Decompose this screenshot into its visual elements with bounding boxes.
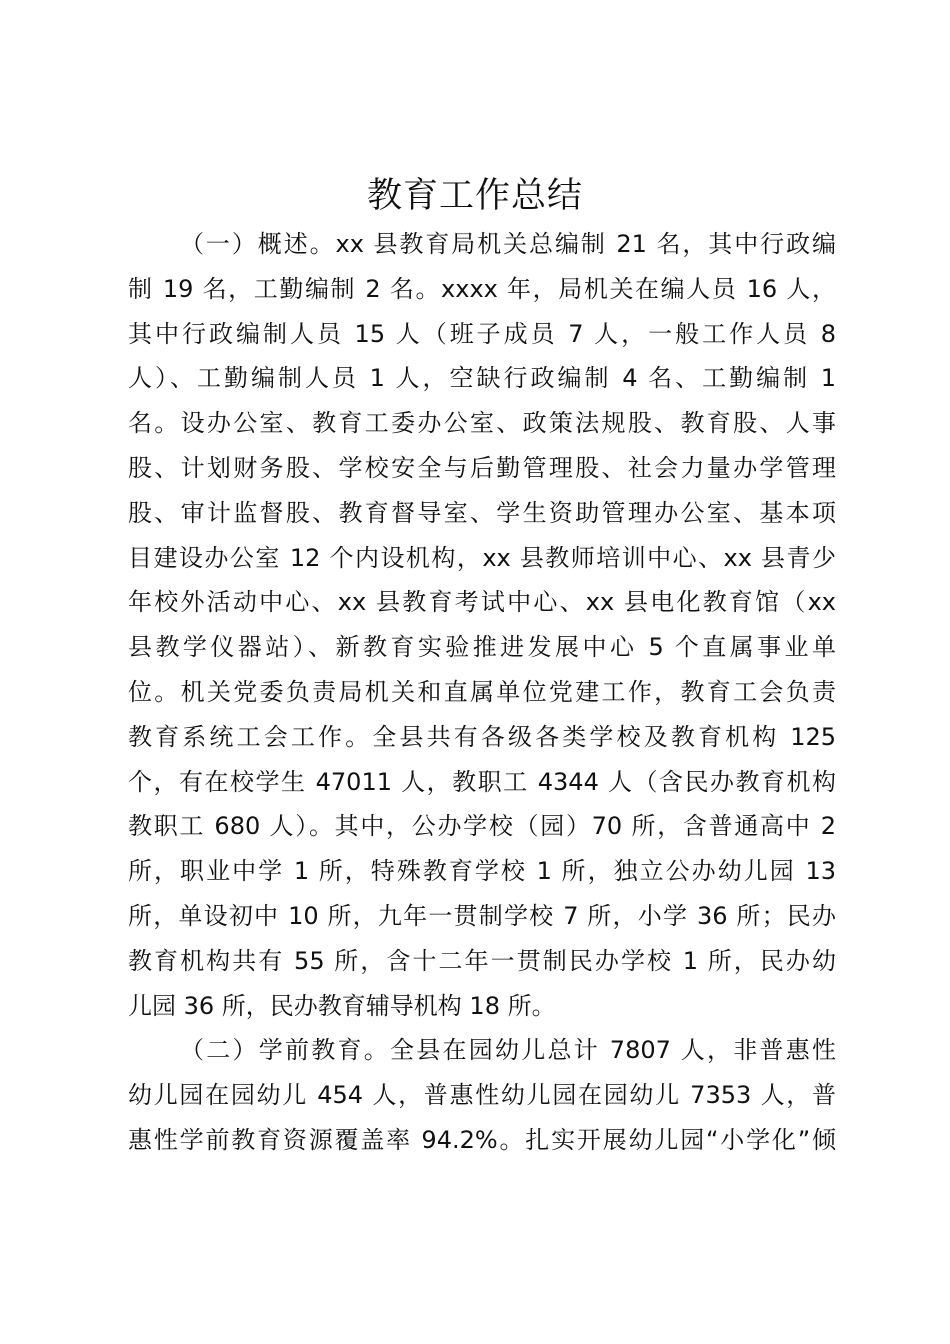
text-line: 县教学仪器站）、新教育实验推进发展中心 5 个直属事业单 bbox=[128, 633, 836, 662]
text-line: 所，职业中学 1 所，特殊教育学校 1 所，独立公办幼儿园 13 bbox=[128, 857, 836, 886]
paragraph-overview bbox=[128, 222, 836, 1028]
text-line: 个，有在校学生 47011 人，教职工 4344 人（含民办教育机构 bbox=[128, 767, 836, 796]
text-line: 幼儿园在园幼儿 454 人，普惠性幼儿园在园幼儿 7353 人，普 bbox=[128, 1081, 836, 1110]
text-line: 目建设办公室 12 个内设机构，xx 县教师培训中心、xx 县青少 bbox=[128, 543, 836, 572]
text-line: 教育机构共有 55 所，含十二年一贯制民办学校 1 所，民办幼 bbox=[128, 946, 836, 975]
text-line: 制 19 名，工勤编制 2 名。xxxx 年，局机关在编人员 16 人， bbox=[128, 274, 836, 303]
text-line: 股、审计监督股、教育督导室、学生资助管理办公室、基本项 bbox=[128, 498, 836, 527]
document-body bbox=[128, 222, 836, 1163]
text-line: 人）、工勤编制人员 1 人，空缺行政编制 4 名、工勤编制 1 bbox=[128, 364, 836, 393]
text-line: 名。设办公室、教育工委办公室、政策法规股、教育股、人事 bbox=[128, 409, 836, 438]
text-line: （二）学前教育。全县在园幼儿总计 7807 人，非普惠性 bbox=[180, 1036, 836, 1065]
text-line: （一）概述。xx 县教育局机关总编制 21 名，其中行政编 bbox=[180, 230, 836, 258]
text-line: 所，单设初中 10 所，九年一贯制学校 7 所，小学 36 所；民办 bbox=[128, 901, 836, 930]
document-title: 教育工作总结 bbox=[366, 176, 583, 216]
text-line: 儿园 36 所，民办教育辅导机构 18 所。 bbox=[128, 991, 556, 1020]
text-line: 股、计划财务股、学校安全与后勤管理股、社会力量办学管理 bbox=[128, 453, 836, 482]
text-line: 位。机关党委负责局机关和直属单位党建工作，教育工会负责 bbox=[128, 677, 836, 706]
text-line: 惠性学前教育资源覆盖率 94.2%。扎实开展幼儿园“小学化”倾 bbox=[128, 1125, 836, 1154]
text-line: 其中行政编制人员 15 人（班子成员 7 人，一般工作人员 8 bbox=[128, 319, 836, 348]
text-line: 年校外活动中心、xx 县教育考试中心、xx 县电化教育馆（xx bbox=[128, 588, 836, 617]
text-line: 教育系统工会工作。全县共有各级各类学校及教育机构 125 bbox=[128, 722, 836, 751]
text-line: 教职工 680 人）。其中，公办学校（园）70 所，含普通高中 2 bbox=[128, 812, 836, 841]
paragraph-preschool bbox=[128, 1028, 836, 1162]
